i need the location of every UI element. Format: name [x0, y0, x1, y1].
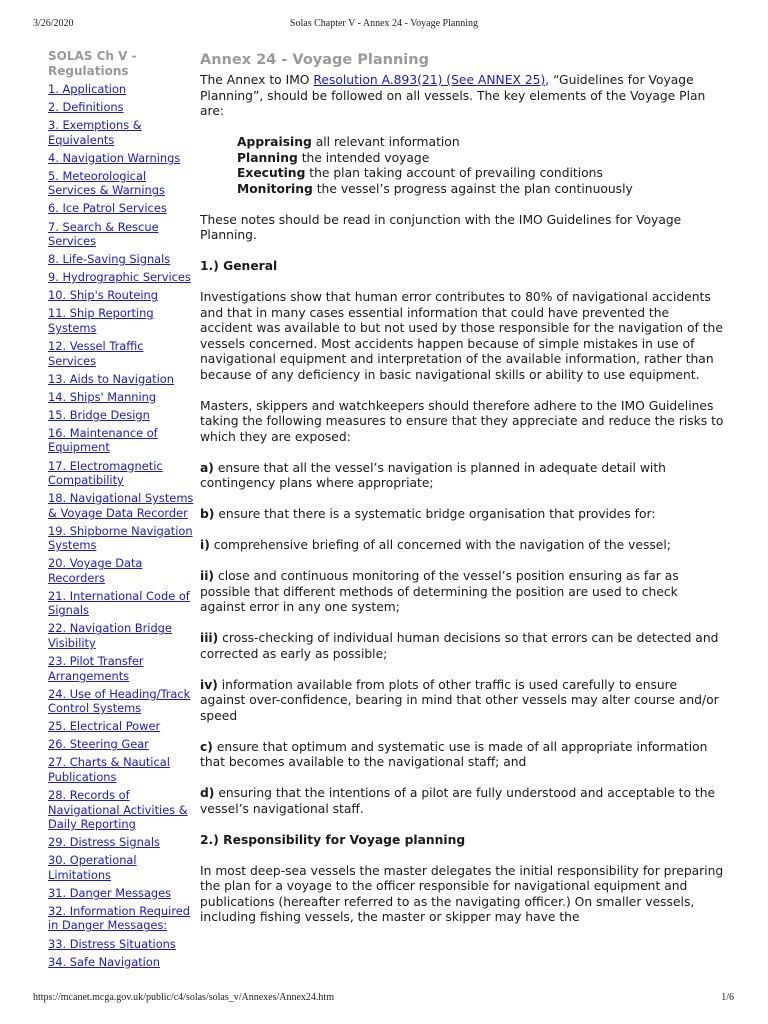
key-element-text: all relevant information	[311, 135, 460, 149]
sidebar-link[interactable]: 24. Use of Heading/Track Control Systems	[48, 686, 191, 716]
sidebar-link[interactable]: 30. Operational Limitations	[48, 853, 137, 882]
measure-c	[200, 740, 725, 771]
sidebar-item	[48, 589, 194, 618]
key-element	[237, 182, 725, 198]
sidebar-link-list	[48, 82, 194, 969]
sidebar-item	[48, 755, 194, 784]
measure-text: ensure that there is a systematic bridge organisation that provides for:	[214, 507, 656, 521]
sidebar-link[interactable]: 4. Navigation Warnings	[48, 150, 181, 165]
print-title: Solas Chapter V - Annex 24 - Voyage Planning	[289, 18, 479, 29]
sidebar-link[interactable]: 2. Definitions	[48, 100, 124, 115]
key-element-term: Appraising	[237, 135, 312, 149]
sidebar-item	[48, 118, 194, 147]
key-element-term: Planning	[237, 150, 298, 165]
sidebar-item	[48, 621, 194, 650]
sidebar-link[interactable]: 17. Electromagnetic Compatibility	[48, 458, 163, 487]
sidebar-link[interactable]: 16. Maintenance of Equipment	[48, 425, 158, 455]
key-element-term: Executing	[237, 166, 306, 180]
general-paragraph-2: Masters, skippers and watchkeepers should therefore adhere to the IMO Guidelines taking the following measures to ensure that they appreciate and reduce the risks to which they are exposed:	[200, 398, 724, 444]
intro-text-after: , “Guidelines for Voyage Planning”, should be followed on all vessels. The key elements of the Voyage Plan are:	[200, 73, 706, 118]
print-footer	[0, 992, 768, 1006]
sidebar-link[interactable]: 22. Navigation Bridge Visibility	[48, 621, 172, 650]
sidebar-item	[48, 306, 194, 335]
measure-text: ensuring that the intentions of a pilot are fully understood and acceptable to the vessel’s navigational staff.	[200, 786, 716, 816]
key-element	[237, 135, 725, 151]
general-paragraph-1: Investigations show that human error contributes to 80% of navigational accidents and that in many cases essential information that could have prevented the accident was available to but not used by those responsible for the navigation of the vessels concerned. Most accidents happen because of simple mistakes in use of navigational equipment and interpretation of the available information, rather than because of any deficiency in basic navigational skills or ability to use equipment.	[200, 290, 723, 382]
sidebar-nav	[48, 49, 194, 973]
sidebar-link[interactable]: 1. Application	[48, 82, 127, 96]
measure-text: close and continuous monitoring of the vessel’s position ensuring as far as possible that different methods of determining the position are used to check against error in any one system;	[200, 569, 679, 614]
sidebar-item	[48, 491, 194, 520]
sidebar-item	[48, 687, 194, 716]
sidebar-link[interactable]: 23. Pilot Transfer Arrangements	[48, 654, 144, 683]
measure-d	[200, 786, 725, 817]
sidebar-item	[48, 886, 194, 901]
measure-b-iv	[200, 678, 725, 725]
measure-label: iv)	[200, 677, 218, 692]
sidebar-title: SOLAS Ch V - Regulations	[48, 49, 137, 78]
sidebar-link[interactable]: 31. Danger Messages	[48, 885, 172, 900]
sidebar-item	[48, 100, 194, 115]
sidebar-item	[48, 459, 194, 488]
sidebar-link[interactable]: 18. Navigational Systems & Voyage Data Recorder	[48, 491, 194, 520]
sidebar-link[interactable]: 8. Life-Saving Signals	[48, 252, 171, 267]
sidebar-item	[48, 220, 194, 249]
measure-text: cross-checking of individual human decisions so that errors can be detected and corrected as early as possible;	[200, 631, 719, 661]
sidebar-link[interactable]: 10. Ship's Routeing	[48, 288, 158, 303]
sidebar-link[interactable]: 5. Meteorological Services & Warnings	[48, 168, 165, 198]
measure-label: b)	[200, 507, 215, 521]
measure-a	[200, 461, 725, 492]
sidebar-link[interactable]: 15. Bridge Design	[48, 407, 150, 422]
measure-b-iii	[200, 631, 725, 662]
main-content	[200, 52, 725, 941]
measure-label: iii)	[200, 631, 219, 645]
sidebar-link[interactable]: 13. Aids to Navigation	[48, 371, 174, 386]
section-responsibility-heading: 2.) Responsibility for Voyage planning	[200, 832, 466, 847]
key-element-text: the plan taking account of prevailing conditions	[305, 166, 603, 180]
sidebar-link[interactable]: 32. Information Required in Danger Messages:	[48, 903, 190, 933]
sidebar-item	[48, 408, 194, 423]
sidebar-item	[48, 835, 194, 850]
measure-text: ensure that all the vessel’s navigation is planned in adequate detail with contingency plans where appropriate;	[200, 460, 666, 490]
sidebar-item	[48, 151, 194, 166]
sidebar-link[interactable]: 3. Exemptions & Equivalents	[48, 118, 142, 147]
sidebar-link[interactable]: 7. Search & Rescue Services	[48, 219, 159, 249]
sidebar-item	[48, 556, 194, 585]
sidebar-item	[48, 252, 194, 267]
resolution-link[interactable]: Resolution A.893(21) (See ANNEX 25)	[313, 73, 546, 87]
key-element	[237, 166, 725, 182]
sidebar-link[interactable]: 27. Charts & Nautical Publications	[48, 755, 170, 784]
sidebar-item	[48, 426, 194, 455]
sidebar-link[interactable]: 28. Records of Navigational Activities & Daily Reporting	[48, 788, 188, 832]
print-header	[0, 18, 768, 32]
sidebar-item	[48, 955, 194, 970]
sidebar-item	[48, 339, 194, 368]
measure-label: a)	[200, 460, 214, 475]
measure-label: c)	[200, 739, 213, 754]
page-title: Annex 24 - Voyage Planning	[200, 52, 429, 68]
print-date: 3/26/2020	[33, 18, 74, 29]
sidebar-item	[48, 288, 194, 303]
measure-b-ii	[200, 569, 725, 616]
key-element-text: the vessel’s progress against the plan continuously	[312, 181, 633, 196]
sidebar-item	[48, 390, 194, 405]
sidebar-item	[48, 853, 194, 882]
sidebar-item	[48, 788, 194, 832]
sidebar-link[interactable]: 26. Steering Gear	[48, 737, 149, 752]
sidebar-link[interactable]: 6. Ice Patrol Services	[48, 201, 167, 216]
responsibility-paragraph-1: In most deep-sea vessels the master delegates the initial responsibility for preparing the plan for a voyage to the officer responsible for navigational equipment and publications (hereafter referred to as the navigating officer.) On smaller vessels, including fishing vessels, the master or skipper may have the	[200, 863, 724, 924]
sidebar-item	[48, 524, 194, 553]
sidebar-item	[48, 201, 194, 216]
measure-text: ensure that optimum and systematic use is made of all appropriate information that becomes available to the navigational staff; and	[200, 739, 708, 769]
section-general-heading: 1.) General	[200, 259, 278, 273]
sidebar-link[interactable]: 21. International Code of Signals	[48, 588, 190, 618]
sidebar-item	[48, 937, 194, 952]
key-element	[237, 151, 725, 167]
notes-paragraph: These notes should be read in conjunction with the IMO Guidelines for Voyage Planning.	[200, 212, 682, 242]
sidebar-link[interactable]: 29. Distress Signals	[48, 835, 160, 850]
sidebar-link[interactable]: 19. Shipborne Navigation Systems	[48, 523, 193, 553]
sidebar-link[interactable]: 12. Vessel Traffic Services	[48, 339, 144, 368]
sidebar-item	[48, 82, 194, 97]
sidebar-link[interactable]: 14. Ships' Manning	[48, 389, 157, 404]
measure-label: d)	[200, 786, 215, 800]
measure-b-i	[200, 538, 725, 554]
sidebar-item	[48, 737, 194, 752]
intro-text-before: The Annex to IMO	[200, 73, 314, 87]
measure-b	[200, 507, 725, 523]
sidebar-item	[48, 270, 194, 285]
measure-label: i)	[200, 538, 210, 552]
measure-text: comprehensive briefing of all concerned with the navigation of the vessel;	[209, 538, 671, 552]
sidebar-link[interactable]: 20. Voyage Data Recorders	[48, 556, 143, 585]
intro-paragraph	[200, 73, 725, 120]
sidebar-item	[48, 169, 194, 198]
sidebar-item	[48, 372, 194, 387]
key-elements-list	[237, 135, 725, 197]
key-element-term: Monitoring	[237, 181, 313, 196]
sidebar-link[interactable]: 25. Electrical Power	[48, 719, 161, 734]
sidebar-link[interactable]: 9. Hydrographic Services	[48, 270, 191, 285]
sidebar-link[interactable]: 33. Distress Situations	[48, 936, 176, 951]
sidebar-link[interactable]: 34. Safe Navigation	[48, 954, 161, 969]
measure-label: ii)	[200, 569, 215, 583]
sidebar-item	[48, 904, 194, 933]
sidebar-item	[48, 654, 194, 683]
print-page-number: 1/6	[721, 992, 734, 1003]
sidebar-item	[48, 719, 194, 734]
measure-text: information available from plots of other traffic is used carefully to ensure against over-confidence, bearing in mind that other vessels may alter course and/or speed	[200, 677, 719, 723]
print-url: https://mcanet.mcga.gov.uk/public/c4/solas/solas_v/Annexes/Annex24.htm	[33, 992, 334, 1003]
sidebar-link[interactable]: 11. Ship Reporting Systems	[48, 306, 154, 335]
key-element-text: the intended voyage	[297, 150, 430, 165]
